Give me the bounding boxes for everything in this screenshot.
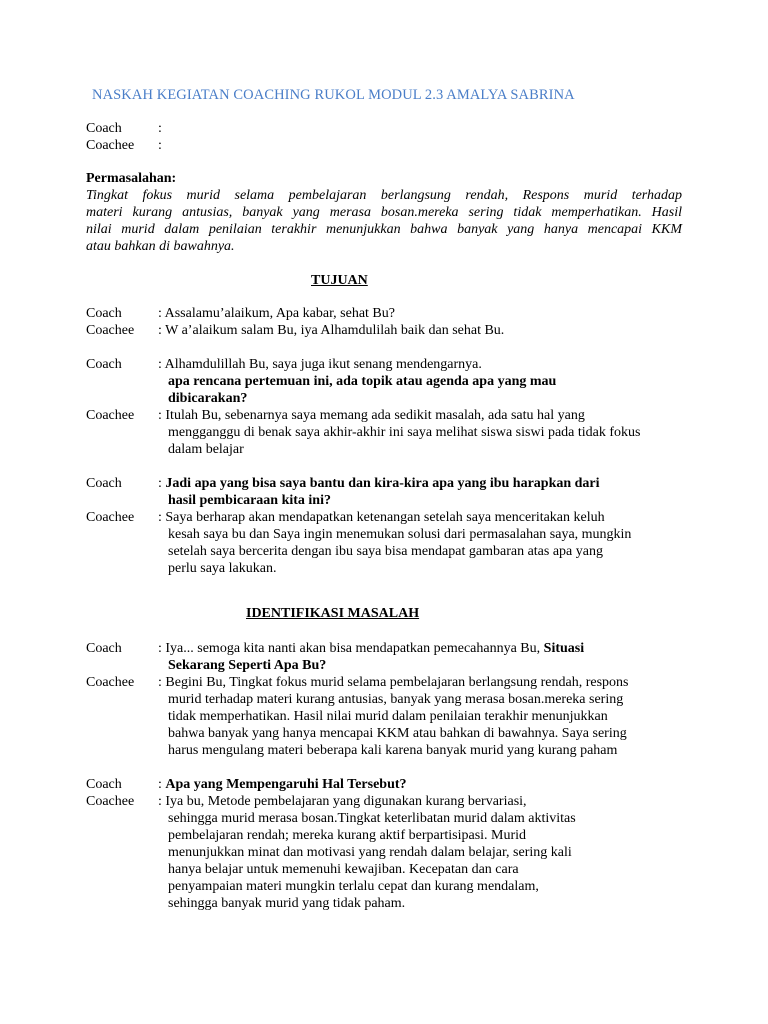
speaker-label: Coachee xyxy=(86,675,135,690)
meta-value: : xyxy=(158,121,162,136)
utterance-line: perlu saya lakukan. xyxy=(168,561,277,576)
utterance-line: : Begini Bu, Tingkat fokus murid selama pembelajaran berlangsung rendah, respons xyxy=(158,675,629,690)
meta-label: Coach xyxy=(86,121,122,136)
meta-label: Coachee xyxy=(86,138,135,153)
dialogue-turn xyxy=(86,674,686,759)
question-text: Jadi apa yang bisa saya bantu dan kira-kira apa yang ibu harapkan dari xyxy=(165,476,600,491)
speaker-label: Coach xyxy=(86,641,122,656)
dialogue-turn xyxy=(86,509,686,577)
utterance-line: tidak memperhatikan. Hasil nilai murid dalam penilaian terakhir menunjukkan xyxy=(168,709,608,724)
utterance-line: penyampaian materi mungkin terlalu cepat dan kurang mendalam, xyxy=(168,879,539,894)
problem-block xyxy=(86,170,682,255)
speaker-label: Coachee xyxy=(86,323,135,338)
utterance-line: menunjukkan minat dan motivasi yang rendah dalam belajar, sering kali xyxy=(168,845,572,860)
dialogue-turn xyxy=(86,475,686,509)
utterance-prefix: : xyxy=(158,476,166,491)
utterance-line: bahwa banyak yang hanya mencapai KKM atau bahkan di bawahnya. Saya sering xyxy=(168,726,627,741)
utterance-line: setelah saya bercerita dengan ibu saya bisa mendapat gambaran atas apa yang xyxy=(168,544,603,559)
utterance-line: harus mengulang materi beberapa kali karena banyak murid yang kurang paham xyxy=(168,743,618,758)
utterance-line: : Iya bu, Metode pembelajaran yang digunakan kurang bervariasi, xyxy=(158,794,527,809)
utterance-line: sehingga murid merasa bosan.Tingkat keterlibatan murid dalam aktivitas xyxy=(168,811,576,826)
problem-text xyxy=(86,187,682,255)
participants-block xyxy=(86,120,162,154)
question-text: dibicarakan? xyxy=(168,391,248,406)
speaker-label: Coach xyxy=(86,357,122,372)
utterance-line: : Saya berharap akan mendapatkan ketenangan setelah saya menceritakan keluh xyxy=(158,510,605,525)
speaker-label: Coachee xyxy=(86,794,135,809)
utterance-line: hanya belajar untuk memenuhi kewajiban. Kecepatan dan cara xyxy=(168,862,519,877)
speaker-label: Coach xyxy=(86,476,122,491)
document-title: NASKAH KEGIATAN COACHING RUKOL MODUL 2.3 AMALYA SABRINA xyxy=(92,87,575,103)
dialogue-turn xyxy=(86,305,686,322)
dialogue-turn xyxy=(86,640,686,674)
dialogue-turn xyxy=(86,407,686,458)
problem-line: atau bahkan di bawahnya. xyxy=(86,239,235,254)
meta-row-coachee xyxy=(86,137,162,154)
question-text: Sekarang Seperti Apa Bu? xyxy=(168,658,327,673)
question-text: Apa yang Mempengaruhi Hal Tersebut? xyxy=(165,777,407,792)
utterance-line: dalam belajar xyxy=(168,442,244,457)
problem-heading: Permasalahan: xyxy=(86,171,177,186)
question-text: Situasi xyxy=(543,641,585,656)
utterance-line: kesah saya bu dan Saya ingin menemukan solusi dari permasalahan saya, mungkin xyxy=(168,527,632,542)
utterance-prefix: : xyxy=(158,777,166,792)
utterance-line: : Itulah Bu, sebenarnya saya memang ada sedikit masalah, ada satu hal yang xyxy=(158,408,585,423)
problem-line: nilai murid dalam penilaian terakhir menunjukkan bahwa banyak yang hanya mencapai KKM xyxy=(86,222,682,237)
utterance-line: mengganggu di benak saya akhir-akhir ini saya melihat siswa siswi pada tidak fokus xyxy=(168,425,641,440)
section-heading-tujuan: TUJUAN xyxy=(311,273,368,288)
dialogue-turn xyxy=(86,793,686,912)
question-text: apa rencana pertemuan ini, ada topik atau agenda apa yang mau xyxy=(168,374,557,389)
problem-line: materi kurang antusias, banyak yang merasa bosan.mereka sering tidak memperhatikan. Hasil xyxy=(86,205,682,220)
utterance-line: sehingga banyak murid yang tidak paham. xyxy=(168,896,406,911)
meta-value: : xyxy=(158,138,162,153)
problem-line: Tingkat fokus murid selama pembelajaran berlangsung rendah, Respons murid terhadap xyxy=(86,188,682,203)
dialogue-tujuan xyxy=(86,305,686,577)
dialogue-turn xyxy=(86,776,686,793)
dialogue-turn xyxy=(86,356,686,407)
utterance-line: : W a’alaikum salam Bu, iya Alhamdulilah baik dan sehat Bu. xyxy=(158,323,505,338)
speaker-label: Coachee xyxy=(86,510,135,525)
utterance-line: pembelajaran rendah; mereka kurang aktif berpartisipasi. Murid xyxy=(168,828,527,843)
dialogue-identifikasi xyxy=(86,640,686,912)
meta-row-coach xyxy=(86,120,162,137)
speaker-label: Coachee xyxy=(86,408,135,423)
utterance-line: : Alhamdulillah Bu, saya juga ikut senang mendengarnya. xyxy=(158,357,482,372)
question-text: hasil pembicaraan kita ini? xyxy=(168,493,331,508)
speaker-label: Coach xyxy=(86,777,122,792)
section-heading-identifikasi: IDENTIFIKASI MASALAH xyxy=(246,606,420,621)
utterance-line: : Iya... semoga kita nanti akan bisa mendapatkan pemecahannya Bu, xyxy=(158,641,544,656)
dialogue-turn xyxy=(86,322,686,339)
speaker-label: Coach xyxy=(86,306,122,321)
utterance-line: murid terhadap materi kurang antusias, banyak yang merasa bosan.mereka sering xyxy=(168,692,624,707)
utterance-line: : Assalamu’alaikum, Apa kabar, sehat Bu? xyxy=(158,306,395,321)
